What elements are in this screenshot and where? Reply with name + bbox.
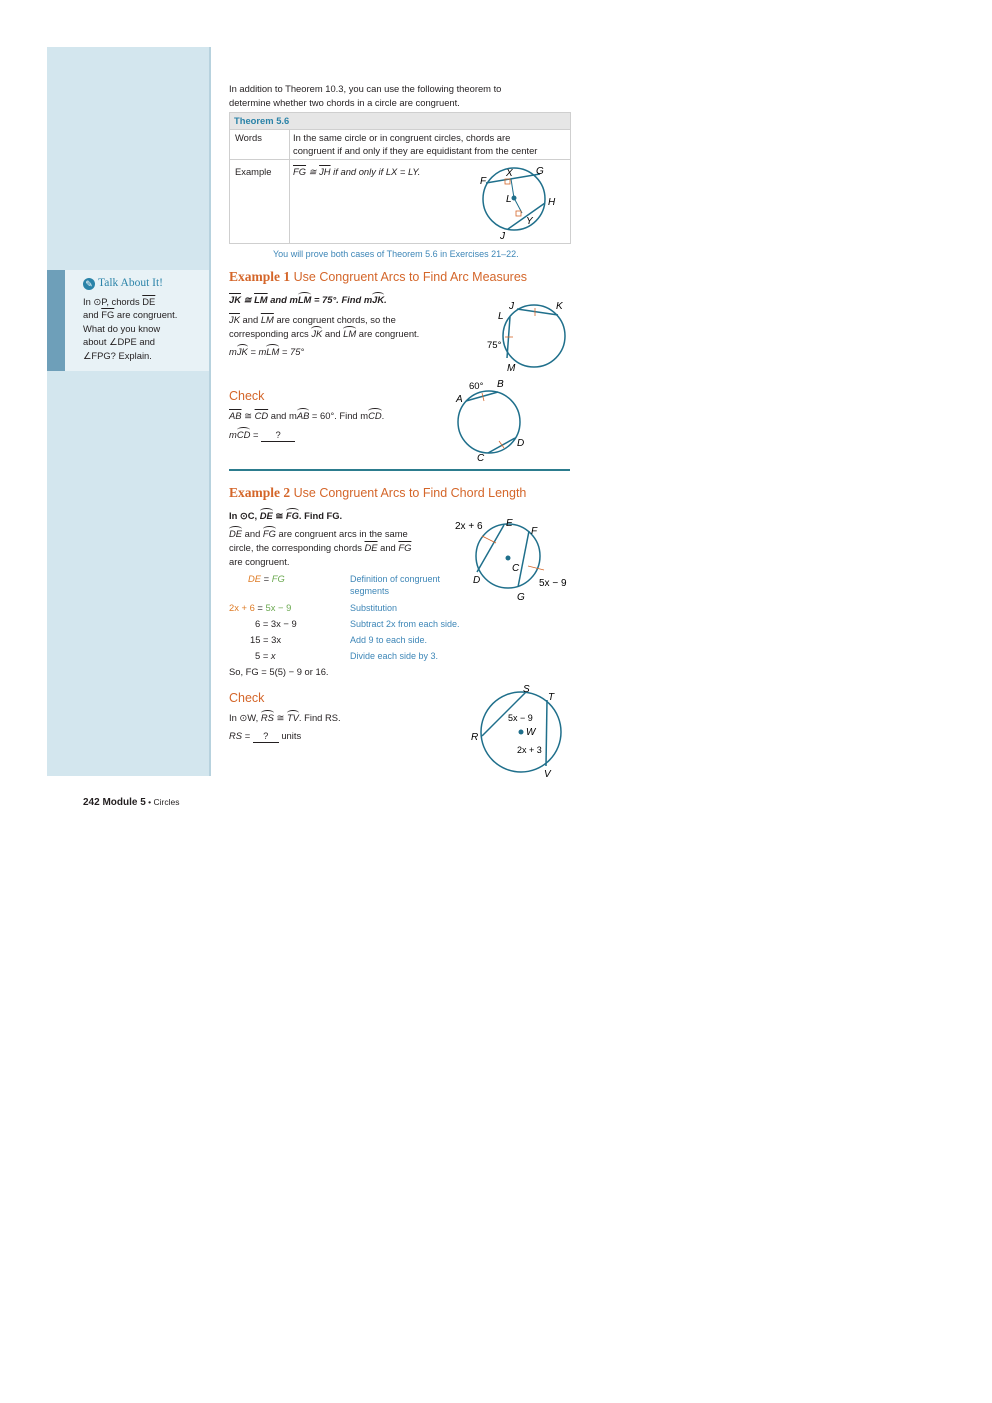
theorem-note: You will prove both cases of Theorem 5.6 in Exercises 21–22. xyxy=(273,249,519,259)
page-number: 242 xyxy=(83,797,100,808)
label-expr-1: 5x − 9 xyxy=(508,713,533,723)
label-expr-2: 5x − 9 xyxy=(539,578,567,589)
example-1-solution: mJK = mLM = 75° xyxy=(229,346,305,357)
example-1-explanation-2: corresponding arcs JK and LM are congruent. xyxy=(229,328,420,339)
intro-line-1: In addition to Theorem 10.3, you can use the following theorem to xyxy=(229,83,502,94)
label-e: E xyxy=(506,518,513,529)
example-2-explanation-1: DE and FG are congruent arcs in the same xyxy=(229,528,408,539)
page-footer: 242 Module 5 • Circles xyxy=(83,797,180,808)
label-j: J xyxy=(509,301,514,312)
example-2-circle-figure xyxy=(452,512,574,604)
check-1-circle-figure xyxy=(452,377,532,463)
step-4: 15 = 3x xyxy=(250,634,282,645)
center-point xyxy=(512,196,517,201)
chord-fg xyxy=(518,531,529,587)
theorem-column-divider xyxy=(289,129,290,243)
label-w: W xyxy=(526,727,536,738)
label-j: J xyxy=(500,231,505,242)
reason-1: Definition of congruent xyxy=(350,574,441,584)
example-label: Example xyxy=(235,166,272,177)
reason-4: Add 9 to each side. xyxy=(350,635,428,645)
tick-mark xyxy=(528,566,544,570)
label-k: K xyxy=(556,301,563,312)
example-2-explanation-3: are congruent. xyxy=(229,556,290,567)
intro-line-2: determine whether two chords in a circle are congruent. xyxy=(229,97,460,108)
check-1-heading: Check xyxy=(229,389,265,403)
check-2-answer: RS = ? units xyxy=(229,730,302,741)
center-point xyxy=(506,556,511,561)
center-point xyxy=(519,730,524,735)
label-c: C xyxy=(477,453,485,463)
check-1-problem: $\overline{AB}$ ≅ $\overline{CD}$ and mAB = 60°. Find mCD. xyxy=(229,410,385,421)
reason-3: Subtract 2x from each side. xyxy=(350,619,460,629)
example-1-problem: $\overline{JK}$ ≅ $\overline{LM}$ and mLM = 75°. Find mJK. xyxy=(229,294,387,305)
words-line-2: congruent if and only if they are equidistant from the center xyxy=(293,145,538,156)
label-g: G xyxy=(517,592,525,603)
step-3: 6 = 3x − 9 xyxy=(255,618,297,629)
label-y: Y xyxy=(526,216,533,227)
check-2-problem: In ⊙W, RS ≅ TV. Find RS. xyxy=(229,712,341,723)
answer-blank[interactable]: ? xyxy=(253,730,279,743)
answer-blank[interactable]: ? xyxy=(261,429,295,442)
example-2-conclusion: So, FG = 5(5) − 9 or 16. xyxy=(229,666,329,677)
step-5: 5 = x xyxy=(255,650,276,661)
section-divider xyxy=(229,469,570,471)
reason-2: Substitution xyxy=(350,603,398,613)
example-1-heading: Example 1 Use Congruent Arcs to Find Arc Measures xyxy=(229,269,528,284)
theorem-title: Theorem 5.6 xyxy=(230,113,570,129)
label-expr-2: 2x + 3 xyxy=(517,745,542,755)
label-l: L xyxy=(506,194,512,205)
step-1: DE = FG xyxy=(248,573,285,584)
label-h: H xyxy=(548,197,556,208)
talk-body: In ⊙P, chords $\overline{DE}$ and $\overline{FG}$ are congruent. What do you know about ∠DPE and ∠FPG? Explain. xyxy=(83,296,178,361)
label-b: B xyxy=(497,379,504,390)
check-1-answer: mCD = ? xyxy=(229,429,295,442)
chord-de xyxy=(477,525,504,572)
theorem-circle-figure xyxy=(470,160,570,242)
label-t: T xyxy=(548,692,555,703)
label-v: V xyxy=(544,769,551,780)
check-2-heading: Check xyxy=(229,691,265,705)
sidebar-background xyxy=(47,47,211,776)
label-a: A xyxy=(456,394,463,405)
label-expr-1: 2x + 6 xyxy=(455,521,483,532)
chord-lm xyxy=(507,317,510,358)
reason-5: Divide each side by 3. xyxy=(350,651,439,661)
reason-1-continued: segments xyxy=(350,586,390,596)
talk-heading: ✎ Talk About It! xyxy=(83,277,163,290)
talk-about-it-box xyxy=(47,270,209,371)
step-2: 2x + 6 = 5x − 9 xyxy=(229,602,292,613)
talk-accent-bar xyxy=(47,270,65,371)
label-d: D xyxy=(517,438,525,449)
example-2-problem: In ⊙C, DE ≅ FG. Find FG. xyxy=(229,510,343,521)
label-f: F xyxy=(531,526,538,537)
check-2-circle-figure xyxy=(466,682,572,782)
label-angle: 75° xyxy=(487,340,502,351)
theorem-example-text: $\overline{FG}$ ≅ $\overline{JH}$ if and only if LX = LY. xyxy=(293,166,421,177)
label-r: R xyxy=(471,732,479,743)
label-c: C xyxy=(512,563,520,574)
chord-tv xyxy=(546,700,547,766)
label-m: M xyxy=(507,363,516,374)
label-g: G xyxy=(536,166,544,177)
label-l: L xyxy=(498,311,504,322)
example-2-explanation-2: circle, the corresponding chords $\overline{DE}$ and $\overline{FG}$ xyxy=(229,542,412,553)
label-d: D xyxy=(473,575,481,586)
example-1-explanation-1: $\overline{JK}$ and $\overline{LM}$ are congruent chords, so the xyxy=(229,314,396,325)
example-2-heading: Example 2 Use Congruent Arcs to Find Chord Length xyxy=(229,485,527,500)
tick-mark xyxy=(482,536,496,543)
speech-bubble-icon: ✎ xyxy=(83,278,95,290)
words-label: Words xyxy=(235,132,262,143)
theorem-divider xyxy=(230,129,570,130)
label-s: S xyxy=(523,684,530,695)
words-line-1: In the same circle or in congruent circles, chords are xyxy=(293,132,511,143)
label-angle: 60° xyxy=(469,381,484,392)
right-angle-mark xyxy=(516,211,521,216)
label-x: X xyxy=(506,168,513,179)
example-1-circle-figure xyxy=(480,295,572,375)
label-f: F xyxy=(480,176,487,187)
